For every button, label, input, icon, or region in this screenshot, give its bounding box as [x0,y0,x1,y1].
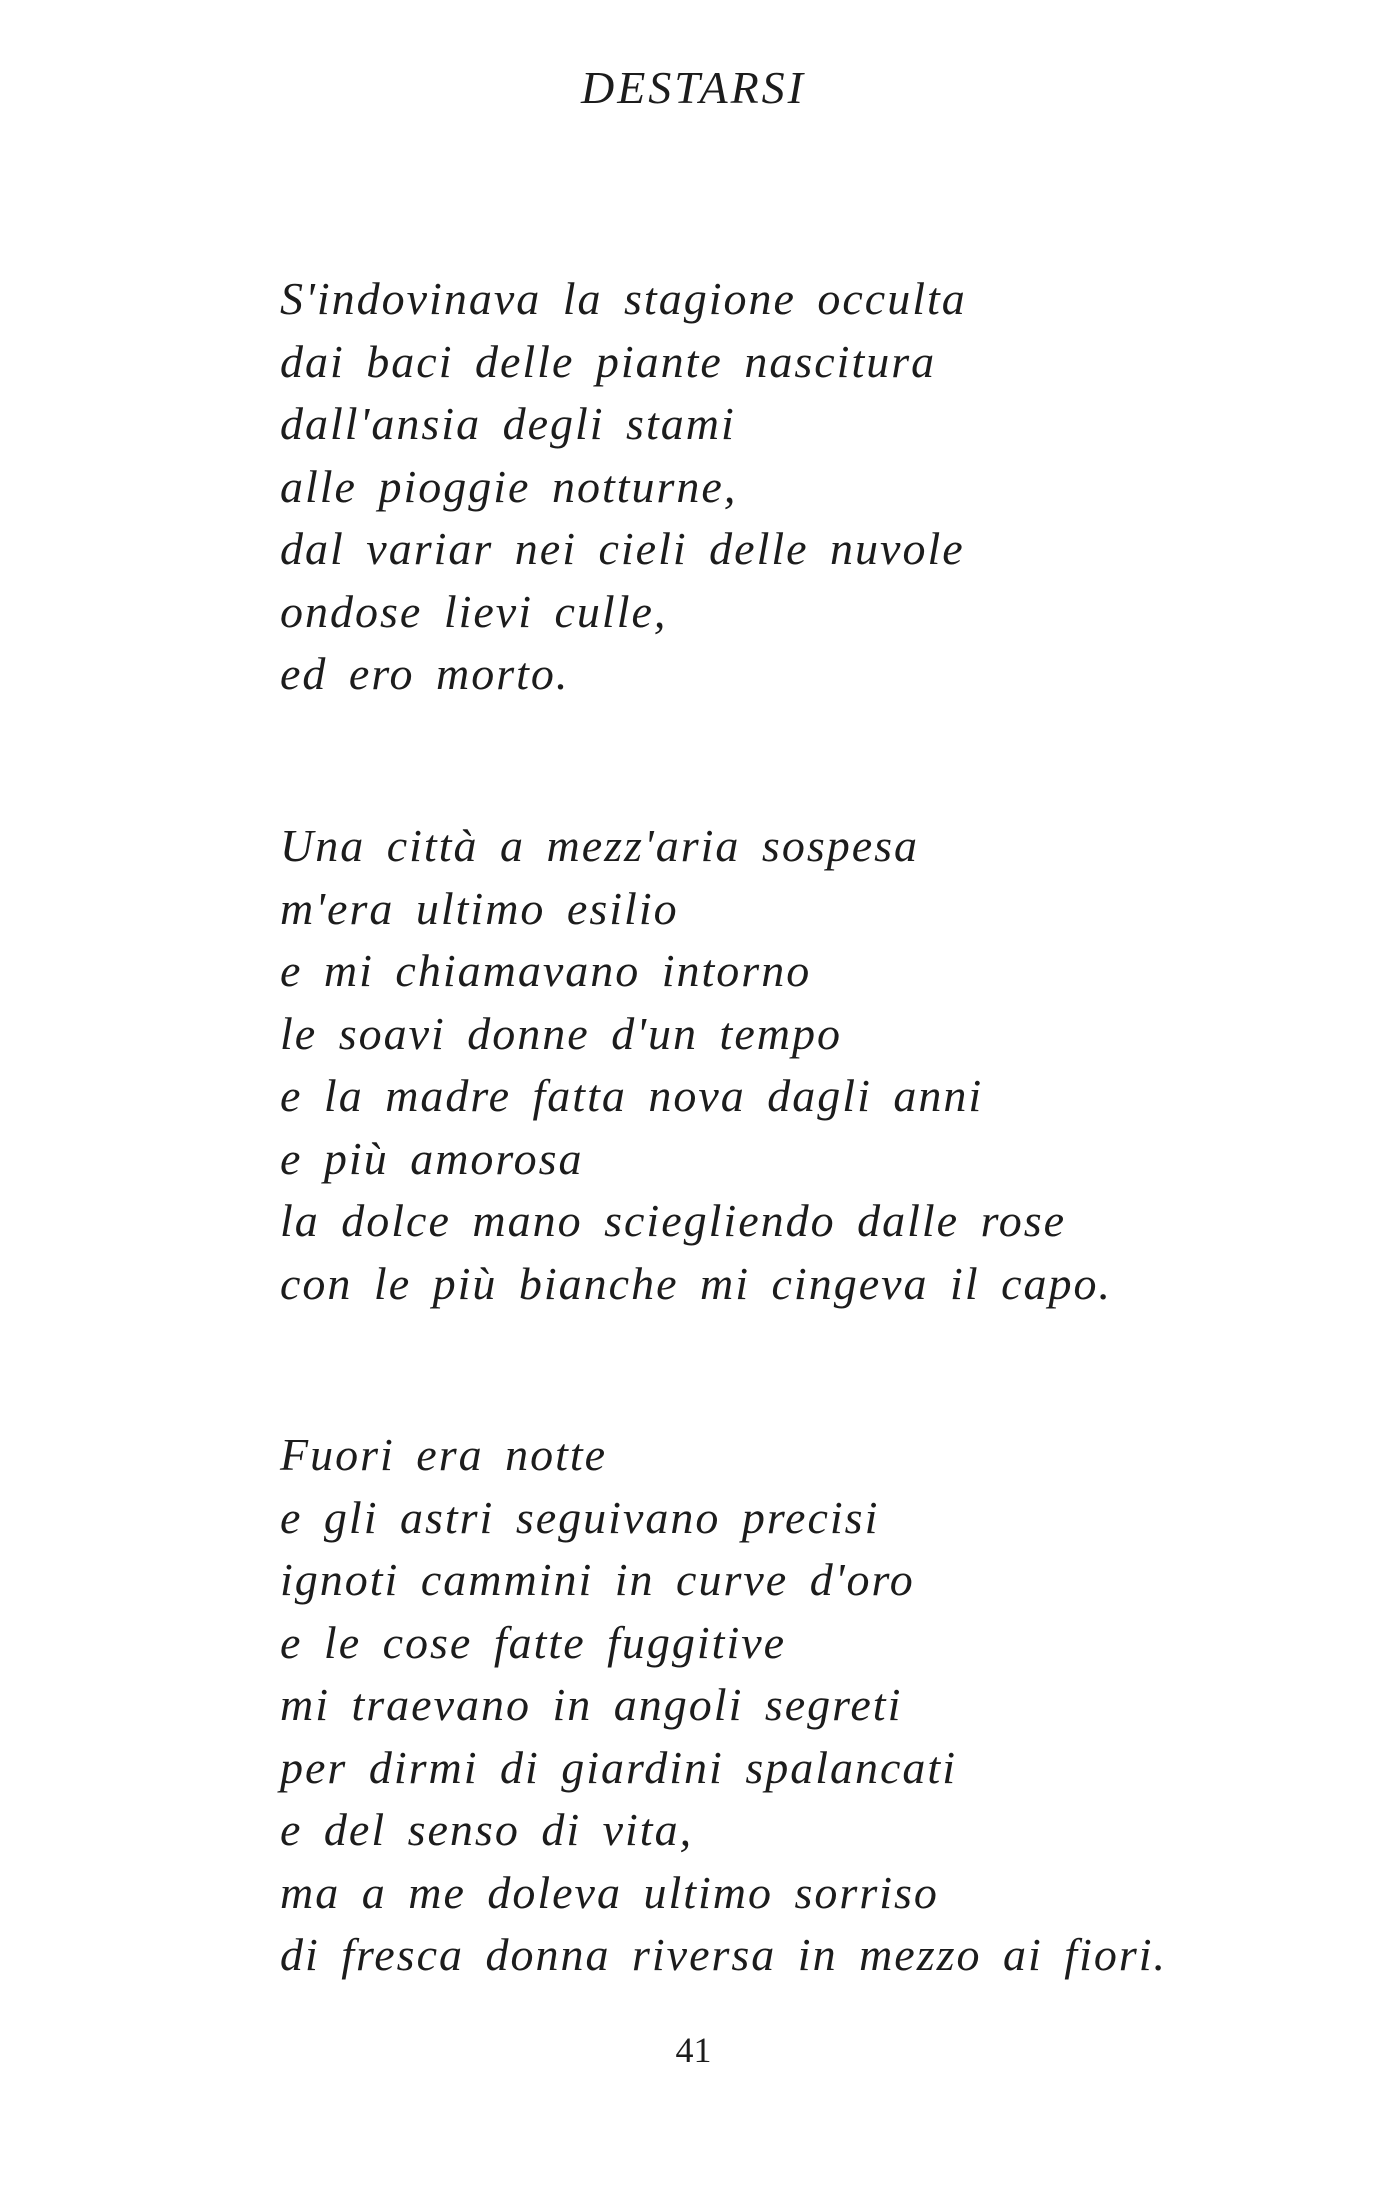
verse-line: per dirmi di giardini spalancati [280,1741,957,1793]
page-number: 41 [675,2030,712,2070]
verse-line: e del senso di vita, [280,1804,694,1855]
verse-line: dal variar nei cieli delle nuvole [280,523,965,574]
verse-line: dall'ansia degli stami [280,398,736,449]
stanza-1 [280,268,1340,706]
verse-line: ma a me doleva ultimo sorriso [280,1866,939,1918]
stanza-3 [280,1424,1340,1987]
verse-line: ed ero morto. [280,648,570,699]
verse-line: con le più bianche mi cingeva il capo. [280,1257,1113,1309]
verse-line: e la madre fatta nova dagli anni [280,1070,984,1121]
verse-line: di fresca donna riversa in mezzo ai fiori. [280,1929,1168,1980]
verse-line: Fuori era notte [280,1429,608,1480]
verse-line: e gli astri seguivano precisi [280,1491,880,1543]
verse-line: le soavi donne d'un tempo [280,1007,842,1059]
verse-line: e più amorosa [280,1132,584,1184]
verse-line: e mi chiamavano intorno [280,945,812,996]
verse-line: ignoti cammini in curve d'oro [280,1554,915,1605]
poem-title: DESTARSI [580,62,806,113]
verse-line: la dolce mano sciegliendo dalle rose [280,1195,1067,1246]
verse-line: mi traevano in angoli segreti [280,1679,903,1730]
verse-line: m'era ultimo esilio [280,882,679,934]
stanza-2 [280,815,1340,1315]
verse-line: dai baci delle piante nascitura [280,335,937,387]
verse-line: ondose lievi culle, [280,585,668,637]
verse-line: Una città a mezz'aria sospesa [280,820,920,871]
verse-line: e le cose fatte fuggitive [280,1616,787,1668]
verse-line: alle pioggie notturne, [280,460,738,512]
verse-line: S'indovinava la stagione occulta [280,273,967,324]
